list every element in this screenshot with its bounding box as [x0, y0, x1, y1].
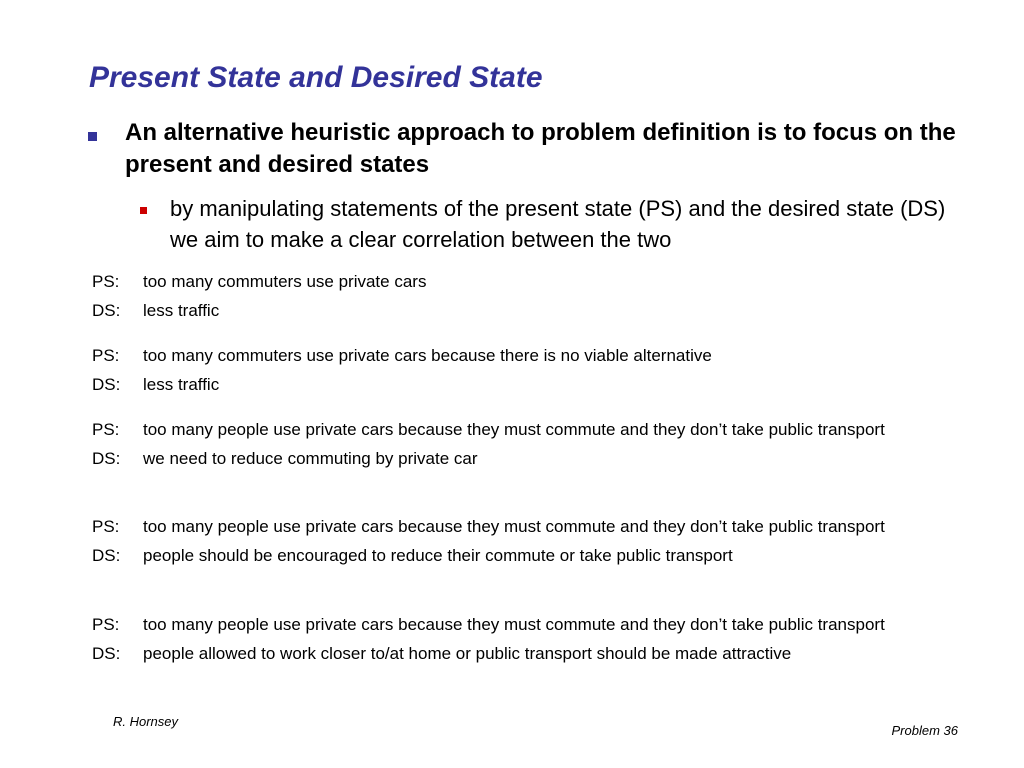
- ps-row: [92, 613, 972, 637]
- ds-row: [92, 299, 972, 323]
- ps-ds-pair-5: [92, 613, 972, 671]
- ds-label: DS:: [92, 644, 121, 663]
- ds-text: people should be encouraged to reduce their commute or take public transport: [143, 546, 733, 565]
- ds-row: [92, 642, 972, 666]
- ps-row: [92, 515, 972, 539]
- ds-row: [92, 544, 972, 568]
- ps-ds-pair-1: [92, 270, 972, 328]
- ds-label: DS:: [92, 375, 121, 394]
- main-bullet-text: An alternative heuristic approach to problem definition is to focus on the present and desired states: [125, 119, 956, 178]
- sub-bullet-text: by manipulating statements of the present state (PS) and the desired state (DS) we aim to make a clear correlation between the two: [170, 196, 946, 252]
- ps-text: too many people use private cars because they must commute and they don’t take public transport: [143, 420, 885, 439]
- ds-text: we need to reduce commuting by private car: [143, 449, 478, 468]
- ds-row: [92, 447, 972, 471]
- square-bullet-icon: [140, 207, 147, 214]
- ps-label: PS:: [92, 420, 120, 439]
- square-bullet-icon: [88, 132, 97, 141]
- ds-row: [92, 373, 972, 397]
- ps-label: PS:: [92, 615, 120, 634]
- ps-row: [92, 270, 972, 294]
- ps-text: too many people use private cars because they must commute and they don’t take public transport: [143, 517, 885, 536]
- ps-label: PS:: [92, 346, 120, 365]
- ds-text: less traffic: [143, 301, 220, 320]
- ps-ds-pair-3: [92, 418, 972, 476]
- footer-page-number: Problem 36: [891, 723, 958, 738]
- ps-label: PS:: [92, 272, 120, 291]
- ds-label: DS:: [92, 449, 121, 468]
- ps-row: [92, 344, 972, 368]
- ps-ds-pair-2: [92, 344, 972, 402]
- ds-text: people allowed to work closer to/at home or public transport should be made attractive: [143, 644, 792, 663]
- ps-label: PS:: [92, 517, 120, 536]
- ps-text: too many commuters use private cars because there is no viable alternative: [143, 346, 712, 365]
- ps-ds-pair-4: [92, 515, 972, 573]
- footer-author: R. Hornsey: [113, 714, 179, 729]
- ps-text: too many people use private cars because they must commute and they don’t take public transport: [143, 615, 885, 634]
- slide-title: Present State and Desired State: [89, 61, 543, 94]
- ds-text: less traffic: [143, 375, 220, 394]
- ps-text: too many commuters use private cars: [143, 272, 427, 291]
- ds-label: DS:: [92, 301, 121, 320]
- ds-label: DS:: [92, 546, 121, 565]
- ps-row: [92, 418, 972, 442]
